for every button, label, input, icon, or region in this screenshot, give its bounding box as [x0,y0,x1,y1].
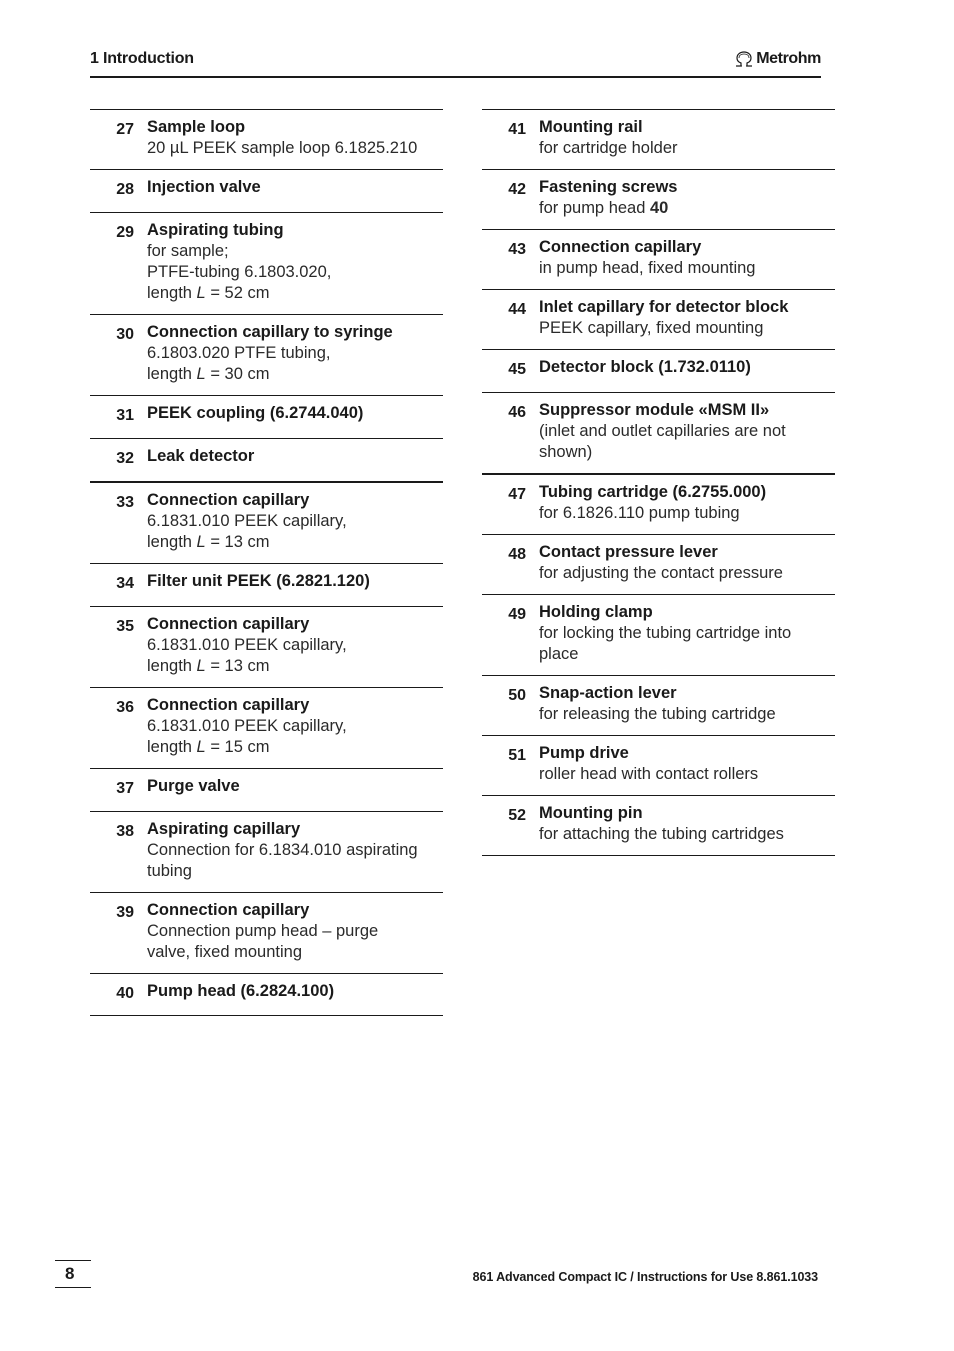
item-title: Pump head (6.2824.100) [147,982,335,1000]
item-description: length L = 13 cm [147,657,270,675]
item-number: 46 [508,404,526,421]
item-body [134,220,443,304]
item-title: Connection capillary [147,696,310,714]
legend-item-32 [90,438,443,481]
legend-item-39 [90,892,443,973]
legend-item-31 [90,395,443,438]
legend-item-35 [90,606,443,687]
item-description: for adjusting the contact pressure [539,564,783,582]
item-description: for releasing the tubing cartridge [539,705,776,723]
item-number: 27 [116,121,134,138]
item-description: for locking the tubing cartridge into [539,624,792,642]
item-description: PTFE-tubing 6.1803.020, [147,263,332,281]
item-body [134,490,443,553]
item-title: Holding clamp [539,603,653,621]
page-number: 8 [55,1260,91,1288]
item-number: 41 [508,121,526,138]
legend-item-44 [482,289,835,349]
legend-column-right [482,109,835,856]
item-description: 6.1831.010 PEEK capillary, [147,717,347,735]
item-description: length L = 52 cm [147,284,270,302]
item-description: for cartridge holder [539,139,678,157]
item-body [134,819,443,882]
item-title: Tubing cartridge (6.2755.000) [539,483,767,501]
item-body [134,177,443,202]
legend-item-42 [482,169,835,229]
item-body [526,743,835,785]
item-description: valve, fixed mounting [147,943,303,961]
legend-item-47 [482,473,835,534]
item-body [526,683,835,725]
item-number: 40 [116,985,134,1002]
legend-item-52 [482,795,835,856]
brand-logo [734,50,821,68]
item-number: 29 [116,224,134,241]
item-body [526,177,835,219]
legend-item-38 [90,811,443,892]
item-number: 44 [508,301,526,318]
item-title: Detector block (1.732.0110) [539,358,751,376]
brand-name: Metrohm [756,50,821,67]
legend-item-30 [90,314,443,395]
item-body [526,117,835,159]
item-description: roller head with contact rollers [539,765,759,783]
item-title: Mounting pin [539,804,643,822]
legend-item-43 [482,229,835,289]
item-body [134,571,443,596]
item-number: 37 [116,780,134,797]
legend-item-29 [90,212,443,314]
legend-item-27 [90,109,443,169]
item-body [526,482,835,524]
item-body [134,446,443,471]
legend-item-40 [90,973,443,1016]
item-number: 35 [116,618,134,635]
item-description: length L = 30 cm [147,365,270,383]
item-description: length L = 13 cm [147,533,270,551]
item-number: 51 [508,747,526,764]
item-body [134,900,443,963]
item-title: Snap-action lever [539,684,677,702]
legend-column-left [90,109,443,1016]
item-body [526,803,835,845]
item-number: 30 [116,326,134,343]
item-number: 32 [116,450,134,467]
item-title: Connection capillary to syringe [147,323,393,341]
item-description: PEEK capillary, fixed mounting [539,319,764,337]
legend-item-45 [482,349,835,392]
item-title: Sample loop [147,118,246,136]
item-description: place [539,645,579,663]
document-reference: 861 Advanced Compact IC / Instructions for Use 8.861.1033 [472,1270,818,1284]
page-header [90,48,821,78]
item-number: 43 [508,241,526,258]
item-title: Purge valve [147,777,240,795]
item-number: 50 [508,687,526,704]
item-body [134,614,443,677]
item-reference-number: 40 [650,199,669,217]
item-number: 33 [116,494,134,511]
item-description: 6.1831.010 PEEK capillary, [147,636,347,654]
item-title: Connection capillary [147,901,310,919]
legend-item-51 [482,735,835,795]
item-title: Injection valve [147,178,261,196]
item-number: 48 [508,546,526,563]
item-description: for sample; [147,242,229,260]
item-title: Aspirating capillary [147,820,301,838]
item-description: 20 µL PEEK sample loop 6.1825.210 [147,139,418,157]
item-title: Connection capillary [147,491,310,509]
item-body [134,695,443,758]
item-number: 52 [508,807,526,824]
item-description: for 6.1826.110 pump tubing [539,504,740,522]
item-number: 34 [116,575,134,592]
item-number: 49 [508,606,526,623]
item-body [134,322,443,385]
item-number: 42 [508,181,526,198]
item-body [526,357,835,382]
legend-item-41 [482,109,835,169]
item-title: Connection capillary [539,238,702,256]
item-body [134,776,443,801]
item-description: tubing [147,862,192,880]
legend-item-50 [482,675,835,735]
omega-icon [734,51,754,67]
item-title: Mounting rail [539,118,643,136]
item-title: Contact pressure lever [539,543,718,561]
item-body [526,400,835,463]
item-title: Connection capillary [147,615,310,633]
item-body [134,981,443,1005]
item-number: 38 [116,823,134,840]
item-description: Connection pump head – purge [147,922,379,940]
item-title: Filter unit PEEK (6.2821.120) [147,572,370,590]
item-title: Fastening screws [539,178,678,196]
item-description: length L = 15 cm [147,738,270,756]
item-description: in pump head, fixed mounting [539,259,756,277]
item-description: Connection for 6.1834.010 aspirating [147,841,418,859]
item-body [134,117,443,159]
item-number: 31 [116,407,134,424]
item-description: for attaching the tubing cartridges [539,825,784,843]
item-number: 39 [116,904,134,921]
section-title: 1 Introduction [90,50,194,67]
item-body [134,403,443,428]
item-title: Pump drive [539,744,629,762]
legend-item-28 [90,169,443,212]
item-number: 36 [116,699,134,716]
item-body [526,237,835,279]
item-description: 6.1831.010 PEEK capillary, [147,512,347,530]
item-title: PEEK coupling (6.2744.040) [147,404,364,422]
item-body [526,542,835,584]
legend-item-48 [482,534,835,594]
item-body [526,602,835,665]
legend-item-49 [482,594,835,675]
legend-item-37 [90,768,443,811]
legend-item-46 [482,392,835,473]
item-description: for pump head 40 [539,199,669,217]
item-description: (inlet and outlet capillaries are not [539,422,786,440]
item-description: 6.1803.020 PTFE tubing, [147,344,331,362]
item-number: 45 [508,361,526,378]
item-title: Leak detector [147,447,255,465]
legend-item-36 [90,687,443,768]
item-number: 47 [508,486,526,503]
item-body [526,297,835,339]
item-description: shown) [539,443,593,461]
item-title: Inlet capillary for detector block [539,298,789,316]
item-title: Suppressor module «MSM II» [539,401,770,419]
item-number: 28 [116,181,134,198]
item-title: Aspirating tubing [147,221,284,239]
legend-item-34 [90,563,443,606]
legend-item-33 [90,481,443,563]
